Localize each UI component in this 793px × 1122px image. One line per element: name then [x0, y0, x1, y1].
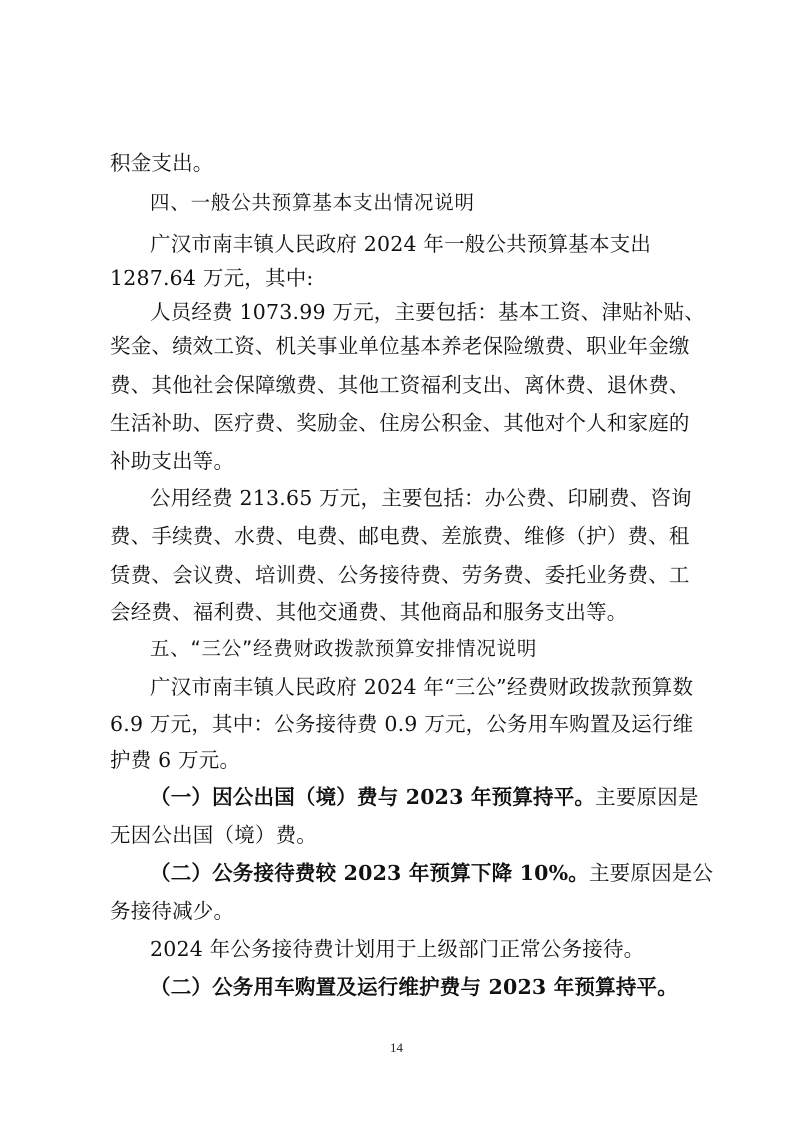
- section-heading: 四、一般公共预算基本支出情况说明: [150, 191, 475, 214]
- subsection-text: 主要原因是公: [588, 861, 714, 885]
- paragraph-line: 生活补助、医疗费、奖励金、住房公积金、其他对个人和家庭的: [110, 411, 690, 435]
- page-number: 14: [390, 1040, 403, 1055]
- paragraph-line: 广汉市南丰镇人民政府 2024 年一般公共预算基本支出: [150, 232, 652, 256]
- paragraph-line: 1287.64 万元，其中:: [110, 266, 314, 290]
- subsection-heading: （二）公务接待费较 2023 年预算下降 10%。: [150, 861, 589, 885]
- subsection-heading: （二）公务用车购置及运行维护费与 2023 年预算持平。: [150, 975, 678, 999]
- paragraph-line: 2024 年公务接待费计划用于上级部门正常公务接待。: [150, 937, 645, 961]
- paragraph-line: 积金支出。: [110, 151, 214, 175]
- paragraph-line: 公用经费 213.65 万元，主要包括：办公费、印刷费、咨询: [150, 486, 692, 510]
- paragraph-line: 奖金、绩效工资、机关事业单位基本养老保险缴费、职业年金缴: [110, 334, 690, 358]
- paragraph-line: 6.9 万元，其中：公务接待费 0.9 万元，公务用车购置及运行维: [110, 712, 694, 736]
- paragraph-line: 护费 6 万元。: [110, 748, 241, 772]
- section-heading: 五、“三公”经费财政拨款预算安排情况说明: [150, 637, 538, 660]
- subsection-text: 主要原因是: [595, 785, 699, 809]
- paragraph-line: 补助支出等。: [110, 449, 235, 473]
- subsection-heading: （一）因公出国（境）费与 2023 年预算持平。: [150, 785, 596, 809]
- paragraph-line: 赁费、会议费、培训费、公务接待费、劳务费、委托业务费、工: [110, 563, 690, 587]
- subsection-line: [150, 858, 714, 888]
- paragraph-line: 无因公出国（境）费。: [110, 823, 317, 847]
- paragraph-line: 费、其他社会保障缴费、其他工资福利支出、离休费、退休费、: [110, 373, 690, 397]
- paragraph-line: 人员经费 1073.99 万元，主要包括：基本工资、津贴补贴、: [150, 300, 706, 324]
- paragraph-line: 会经费、福利费、其他交通费、其他商品和服务支出等。: [110, 600, 628, 624]
- paragraph-line: 费、手续费、水费、电费、邮电费、差旅费、维修（护）费、租: [110, 524, 690, 548]
- paragraph-line: 务接待减少。: [110, 899, 235, 923]
- paragraph-line: 广汉市南丰镇人民政府 2024 年“三公”经费财政拨款预算数: [150, 675, 694, 699]
- subsection-line: [150, 782, 700, 812]
